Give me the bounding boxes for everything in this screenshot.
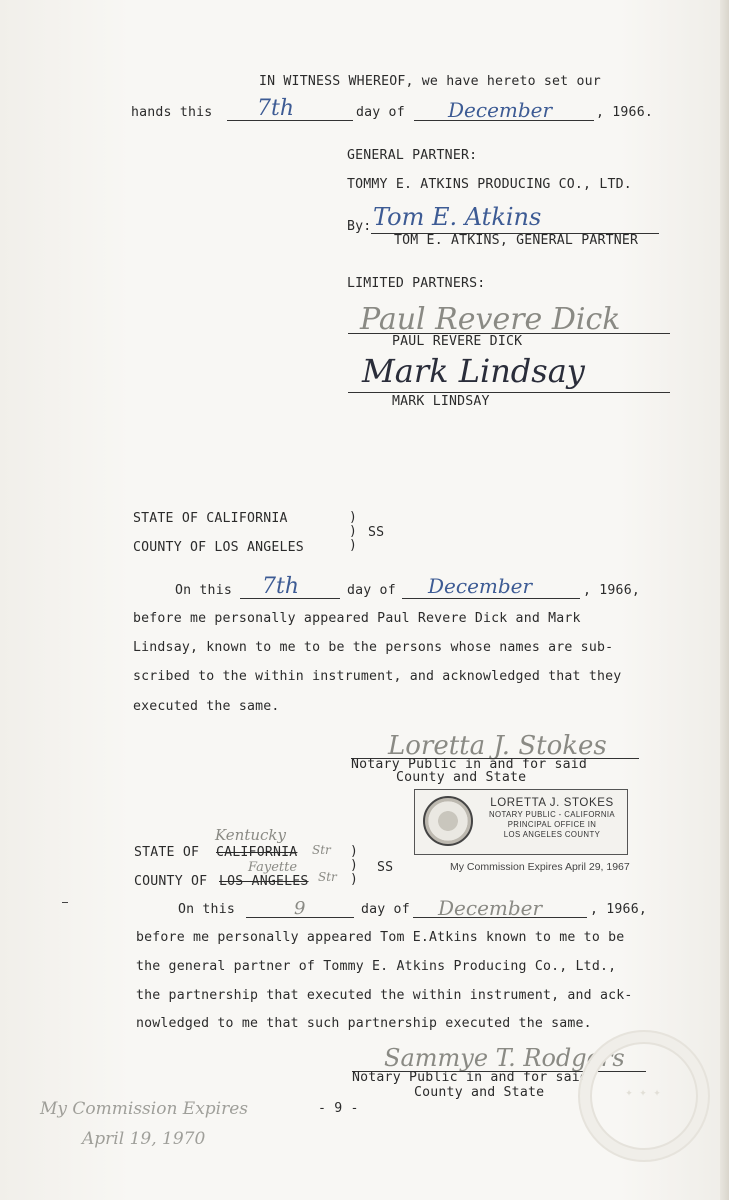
notary-stamp: [414, 789, 628, 855]
lindsay-printed-name: MARK LINDSAY: [392, 394, 490, 409]
ack2-body-line: nowledged to me that such partnership executed the same.: [136, 1016, 592, 1031]
ack2-body-line: before me personally appeared Tom E.Atkins known to me to be: [136, 930, 625, 945]
embossed-notary-seal: ✦ ✦ ✦: [578, 1030, 710, 1162]
ack2-body-line: the general partner of Tommy E. Atkins Producing Co., Ltd.,: [136, 959, 617, 974]
page-number: - 9 -: [318, 1101, 359, 1116]
ack2-notary-title: Notary Public in and for said: [352, 1070, 589, 1085]
stamp-line-1: NOTARY PUBLIC - CALIFORNIA: [488, 810, 616, 819]
witness-month-handwritten: December: [448, 98, 553, 122]
ack1-month-line: [402, 598, 580, 599]
ack1-body-line: before me personally appeared Paul Revere Dick and Mark: [133, 611, 581, 626]
ack1-day-of: day of: [347, 583, 396, 598]
atkins-signature: Tom E. Atkins: [373, 203, 542, 231]
ack1-body-line: scribed to the within instrument, and acknowledged that they: [133, 669, 622, 684]
atkins-signer-name: TOM E. ATKINS, GENERAL PARTNER: [394, 233, 639, 248]
california-seal-icon: [423, 796, 473, 846]
lindsay-signature: Mark Lindsay: [362, 352, 585, 390]
ack2-day-handwritten: 9: [294, 898, 306, 919]
ack2-brace: ) ) ): [350, 844, 358, 887]
lindsay-signature-line: [348, 392, 670, 393]
ack1-body-line: Lindsay, known to me to be the persons whose names are sub-: [133, 640, 614, 655]
rodgers-signature: Sammye T. Rodgers: [384, 1044, 625, 1072]
day-of-label: day of: [356, 105, 405, 120]
ack2-year: , 1966,: [590, 902, 647, 917]
stamp-notary-name: LORETTA J. STOKES: [490, 797, 614, 809]
dick-signature: Paul Revere Dick: [360, 302, 621, 337]
ack1-year: , 1966,: [583, 583, 640, 598]
stokes-signature: Loretta J. Stokes: [388, 731, 607, 761]
ack2-county-suffix-handwritten: Str: [318, 870, 337, 884]
ack2-on-this: On this: [178, 902, 235, 917]
ack2-notary-jurisdiction: County and State: [414, 1085, 545, 1100]
ack2-day-of: day of: [361, 902, 410, 917]
by-label: By:: [347, 219, 372, 234]
dick-printed-name: PAUL REVERE DICK: [392, 334, 523, 349]
ack2-ss: SS: [377, 860, 394, 875]
ack2-body-line: the partnership that executed the within instrument, and ack-: [136, 988, 633, 1003]
ack1-notary-jurisdiction: County and State: [396, 770, 527, 785]
witness-line: IN WITNESS WHEREOF, we have hereto set our: [259, 74, 601, 89]
ack1-notary-title: Notary Public in and for said: [351, 757, 588, 772]
commission-expiry-handwritten-line-2: April 19, 1970: [82, 1129, 206, 1149]
hands-this-label: hands this: [131, 105, 213, 120]
ack1-county: COUNTY OF LOS ANGELES: [133, 540, 304, 555]
stamp-commission-expires: My Commission Expires April 29, 1967: [450, 861, 630, 873]
ack2-state-handwritten: Kentucky: [215, 826, 286, 844]
ack2-county-handwritten: Fayette: [248, 860, 298, 875]
ack1-day-handwritten: 7th: [262, 574, 300, 599]
company-name: TOMMY E. ATKINS PRODUCING CO., LTD.: [347, 177, 632, 192]
stamp-line-3: LOS ANGELES COUNTY: [503, 830, 601, 839]
commission-expiry-handwritten-line-1: My Commission Expires: [40, 1099, 249, 1119]
limited-partners-heading: LIMITED PARTNERS:: [347, 276, 486, 291]
witness-day-handwritten: 7th: [257, 96, 295, 121]
ack1-on-this: On this: [175, 583, 232, 598]
ack1-ss: SS: [368, 525, 385, 540]
paper-edge: [720, 0, 729, 1200]
ack2-state-label: STATE OF: [134, 845, 200, 860]
ack2-county-struck: LOS ANGELES: [219, 874, 309, 889]
margin-mark: [62, 902, 68, 903]
ack2-county-label: COUNTY OF: [134, 874, 208, 889]
ack1-state: STATE OF CALIFORNIA: [133, 511, 288, 526]
ack2-state-struck: CALIFORNIA: [216, 845, 298, 860]
stamp-line-2: PRINCIPAL OFFICE IN: [507, 820, 597, 829]
witness-year: , 1966.: [596, 105, 653, 120]
ack1-month-handwritten: December: [428, 574, 533, 598]
ack1-brace: ) ) ): [349, 510, 357, 553]
ack2-state-suffix-handwritten: Str: [312, 843, 331, 857]
ack2-month-handwritten: December: [438, 896, 543, 920]
ack1-body-line: executed the same.: [133, 699, 280, 714]
general-partner-heading: GENERAL PARTNER:: [347, 148, 478, 163]
